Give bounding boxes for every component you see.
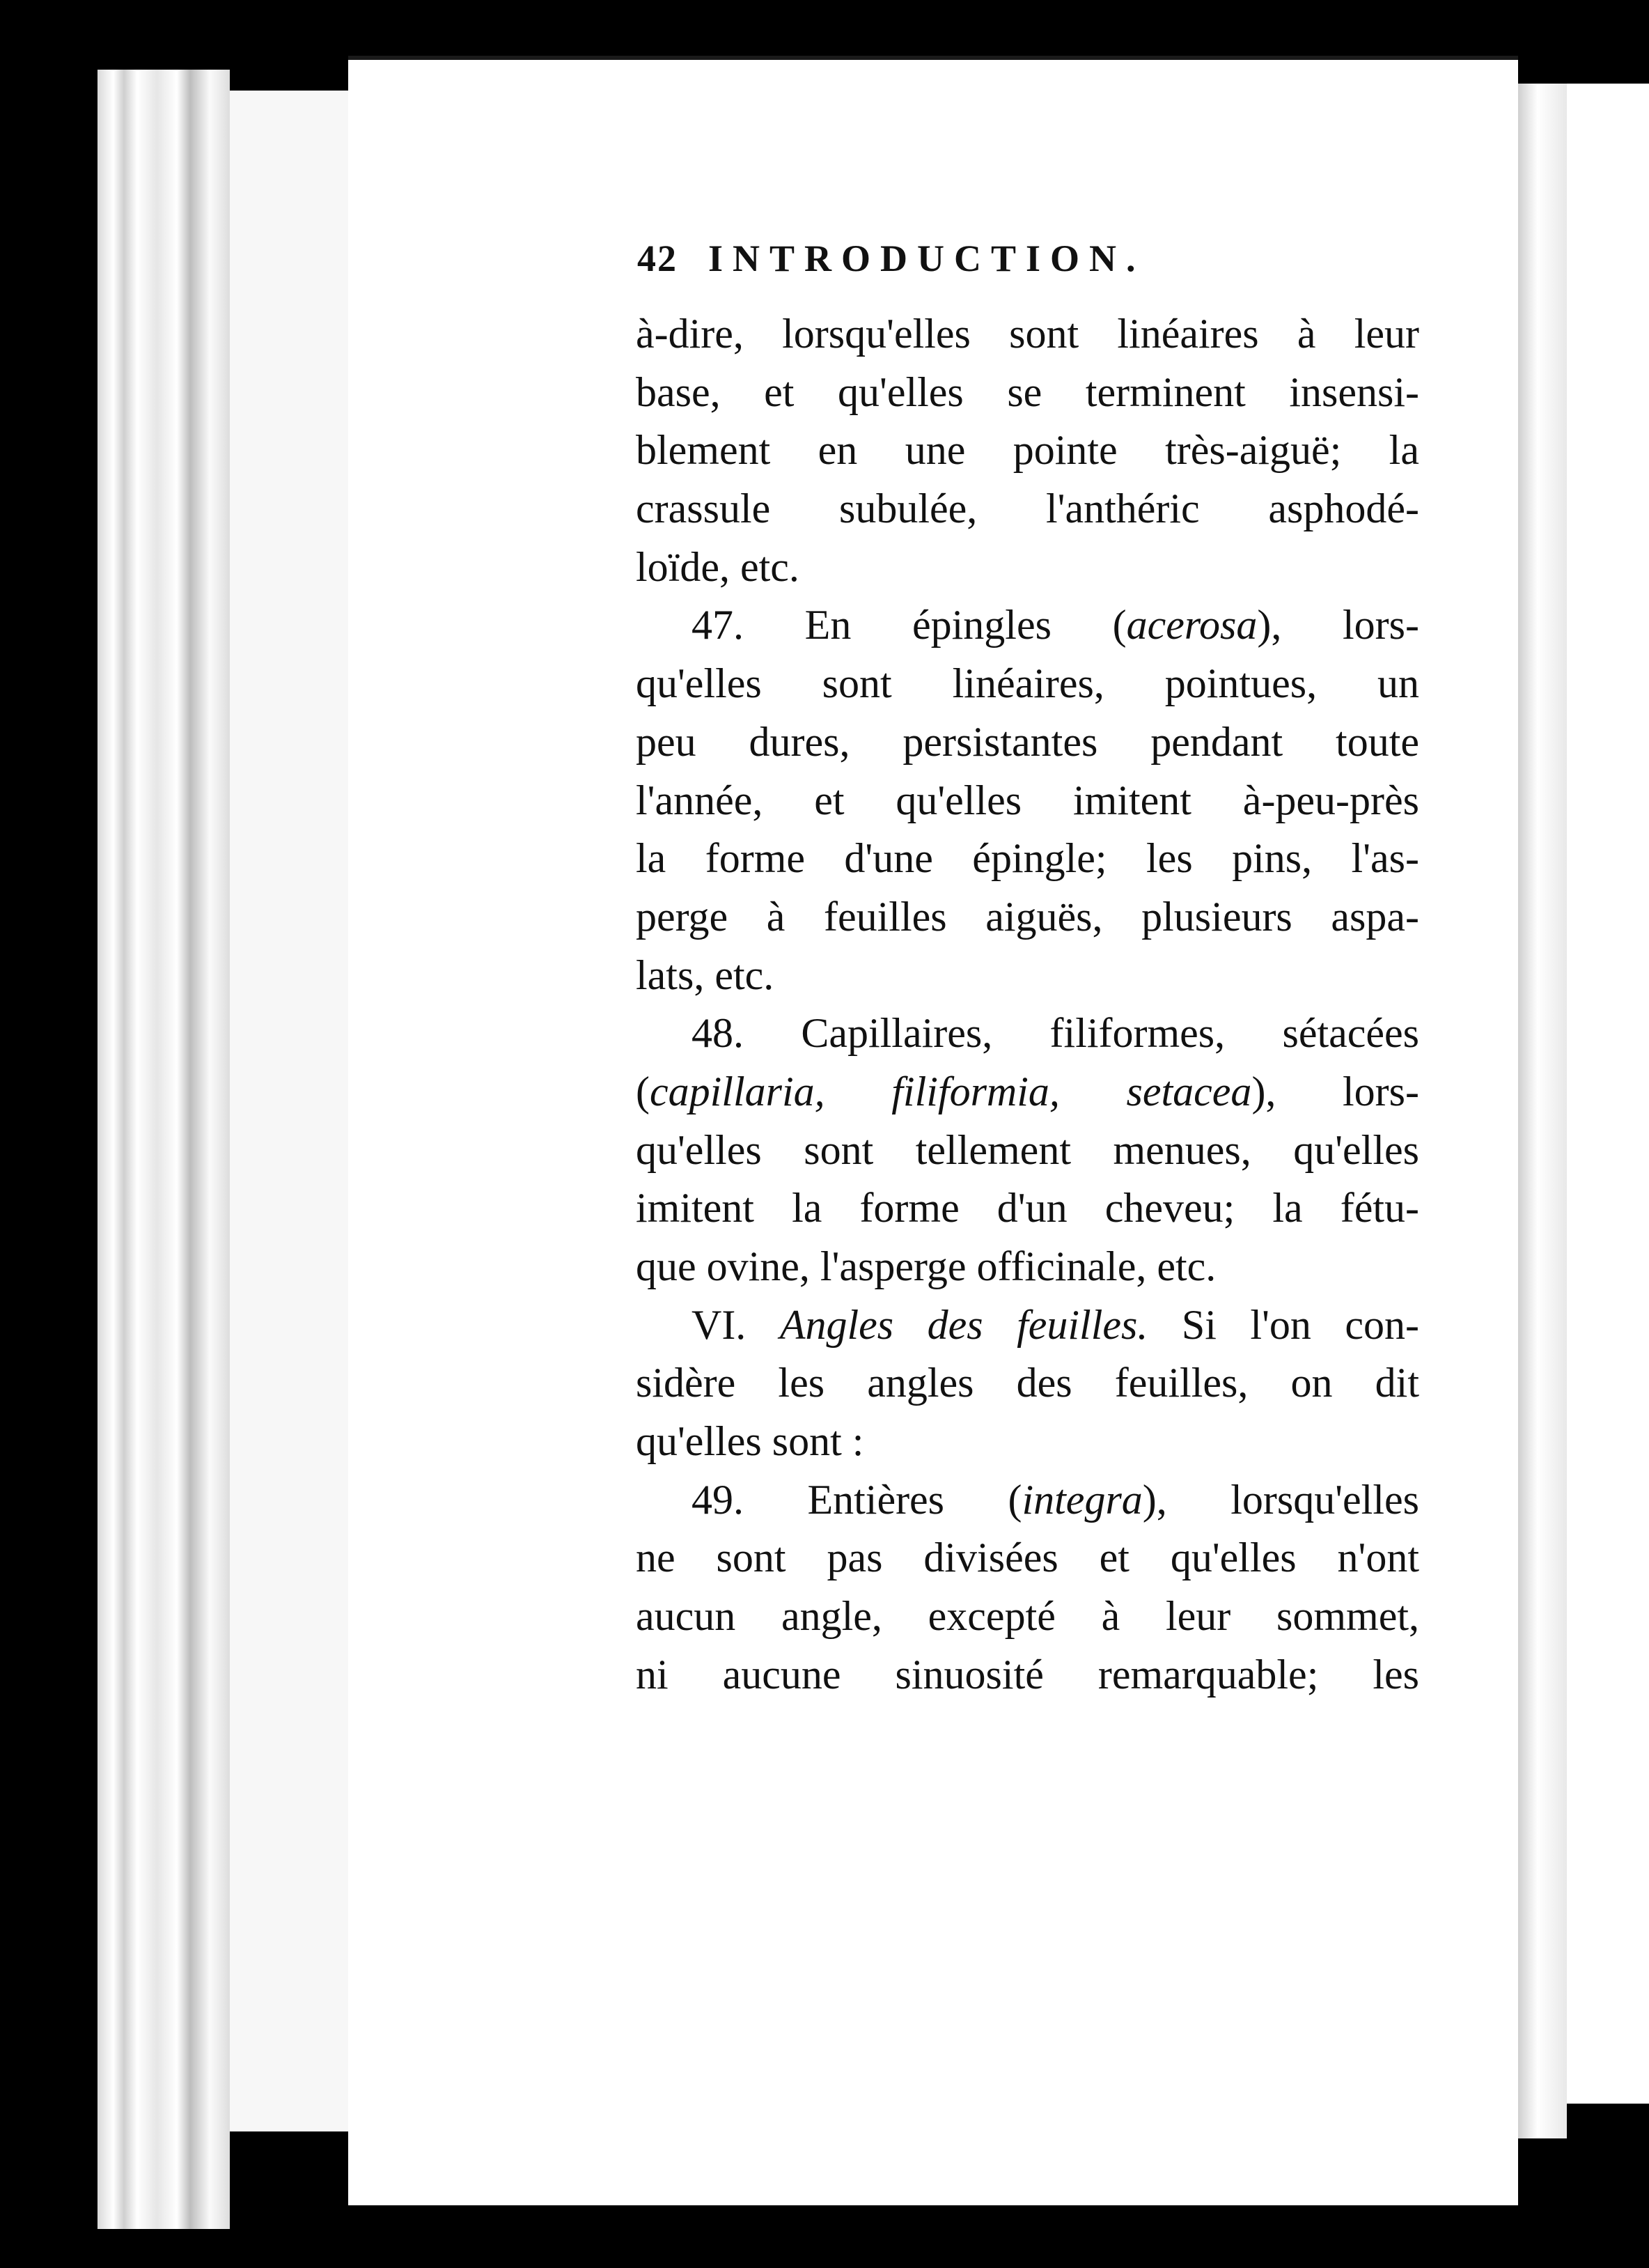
text-line: aucun angle, excepté à leur sommet, <box>636 1593 1419 1640</box>
text-line: imitent la forme d'un cheveu; la fétu- <box>636 1185 1419 1232</box>
page-edges-left <box>97 70 230 2229</box>
text-run: ), lors- <box>1257 602 1419 648</box>
previous-leaf <box>230 91 355 2131</box>
text-line: blement en une pointe très-aiguë; la <box>636 427 1419 474</box>
text-line: ne sont pas divisées et qu'elles n'ont <box>636 1535 1419 1581</box>
latin-term: integra <box>1022 1476 1143 1523</box>
text-run: ( <box>636 1068 650 1114</box>
text-line: loïde, etc. <box>636 543 799 590</box>
text-line: l'année, et qu'elles imitent à-peu-près <box>636 777 1419 823</box>
text-line-article-47 <box>636 596 1419 655</box>
text-run: 49. Entières ( <box>691 1476 1022 1523</box>
running-title: INTRODUCTION. <box>708 238 1146 279</box>
latin-term: acerosa <box>1126 602 1258 648</box>
text-line: à-dire, lorsqu'elles sont linéaires à leur <box>636 311 1419 357</box>
text-line <box>636 1063 1419 1121</box>
text-line: ni aucune sinuosité remarquable; les <box>636 1651 1419 1698</box>
running-header <box>637 237 1146 280</box>
section-heading-line <box>636 1296 1419 1355</box>
text-run: 47. En épingles ( <box>691 602 1127 648</box>
text-line: la forme d'une épingle; les pins, l'as- <box>636 835 1419 882</box>
latin-term: capillaria, filiformia, setacea <box>649 1068 1252 1114</box>
text-line: qu'elles sont : <box>636 1418 864 1465</box>
text-line: peu dures, persistantes pendant toute <box>636 718 1419 765</box>
page-edges-right <box>1518 84 1567 2138</box>
text-line-article-49 <box>636 1471 1419 1530</box>
page-number: 42 <box>637 238 678 279</box>
text-line: sidère les angles des feuilles, on dit <box>636 1360 1419 1406</box>
text-run: Si l'on con- <box>1148 1301 1419 1348</box>
text-line: qu'elles sont linéaires, pointues, un <box>636 660 1419 707</box>
text-line: qu'elles sont tellement menues, qu'elles <box>636 1126 1419 1173</box>
text-line: que ovine, l'asperge officinale, etc. <box>636 1243 1217 1289</box>
text-run: ), lors- <box>1251 1068 1419 1114</box>
text-line-article-48: 48. Capillaires, filiformes, sétacées <box>691 1010 1419 1057</box>
text-run: VI. <box>691 1301 780 1348</box>
next-leaf <box>1567 84 1649 2104</box>
section-title: Angles des feuilles. <box>779 1301 1148 1348</box>
text-run: ), lorsqu'elles <box>1142 1476 1419 1523</box>
text-line: perge à feuilles aiguës, plusieurs aspa- <box>636 893 1419 940</box>
text-line: base, et qu'elles se terminent insensi- <box>636 368 1419 415</box>
body-text <box>636 305 1419 1704</box>
text-line: crassule subulée, l'anthéric asphodé- <box>636 486 1419 532</box>
text-line: lats, etc. <box>636 952 774 998</box>
